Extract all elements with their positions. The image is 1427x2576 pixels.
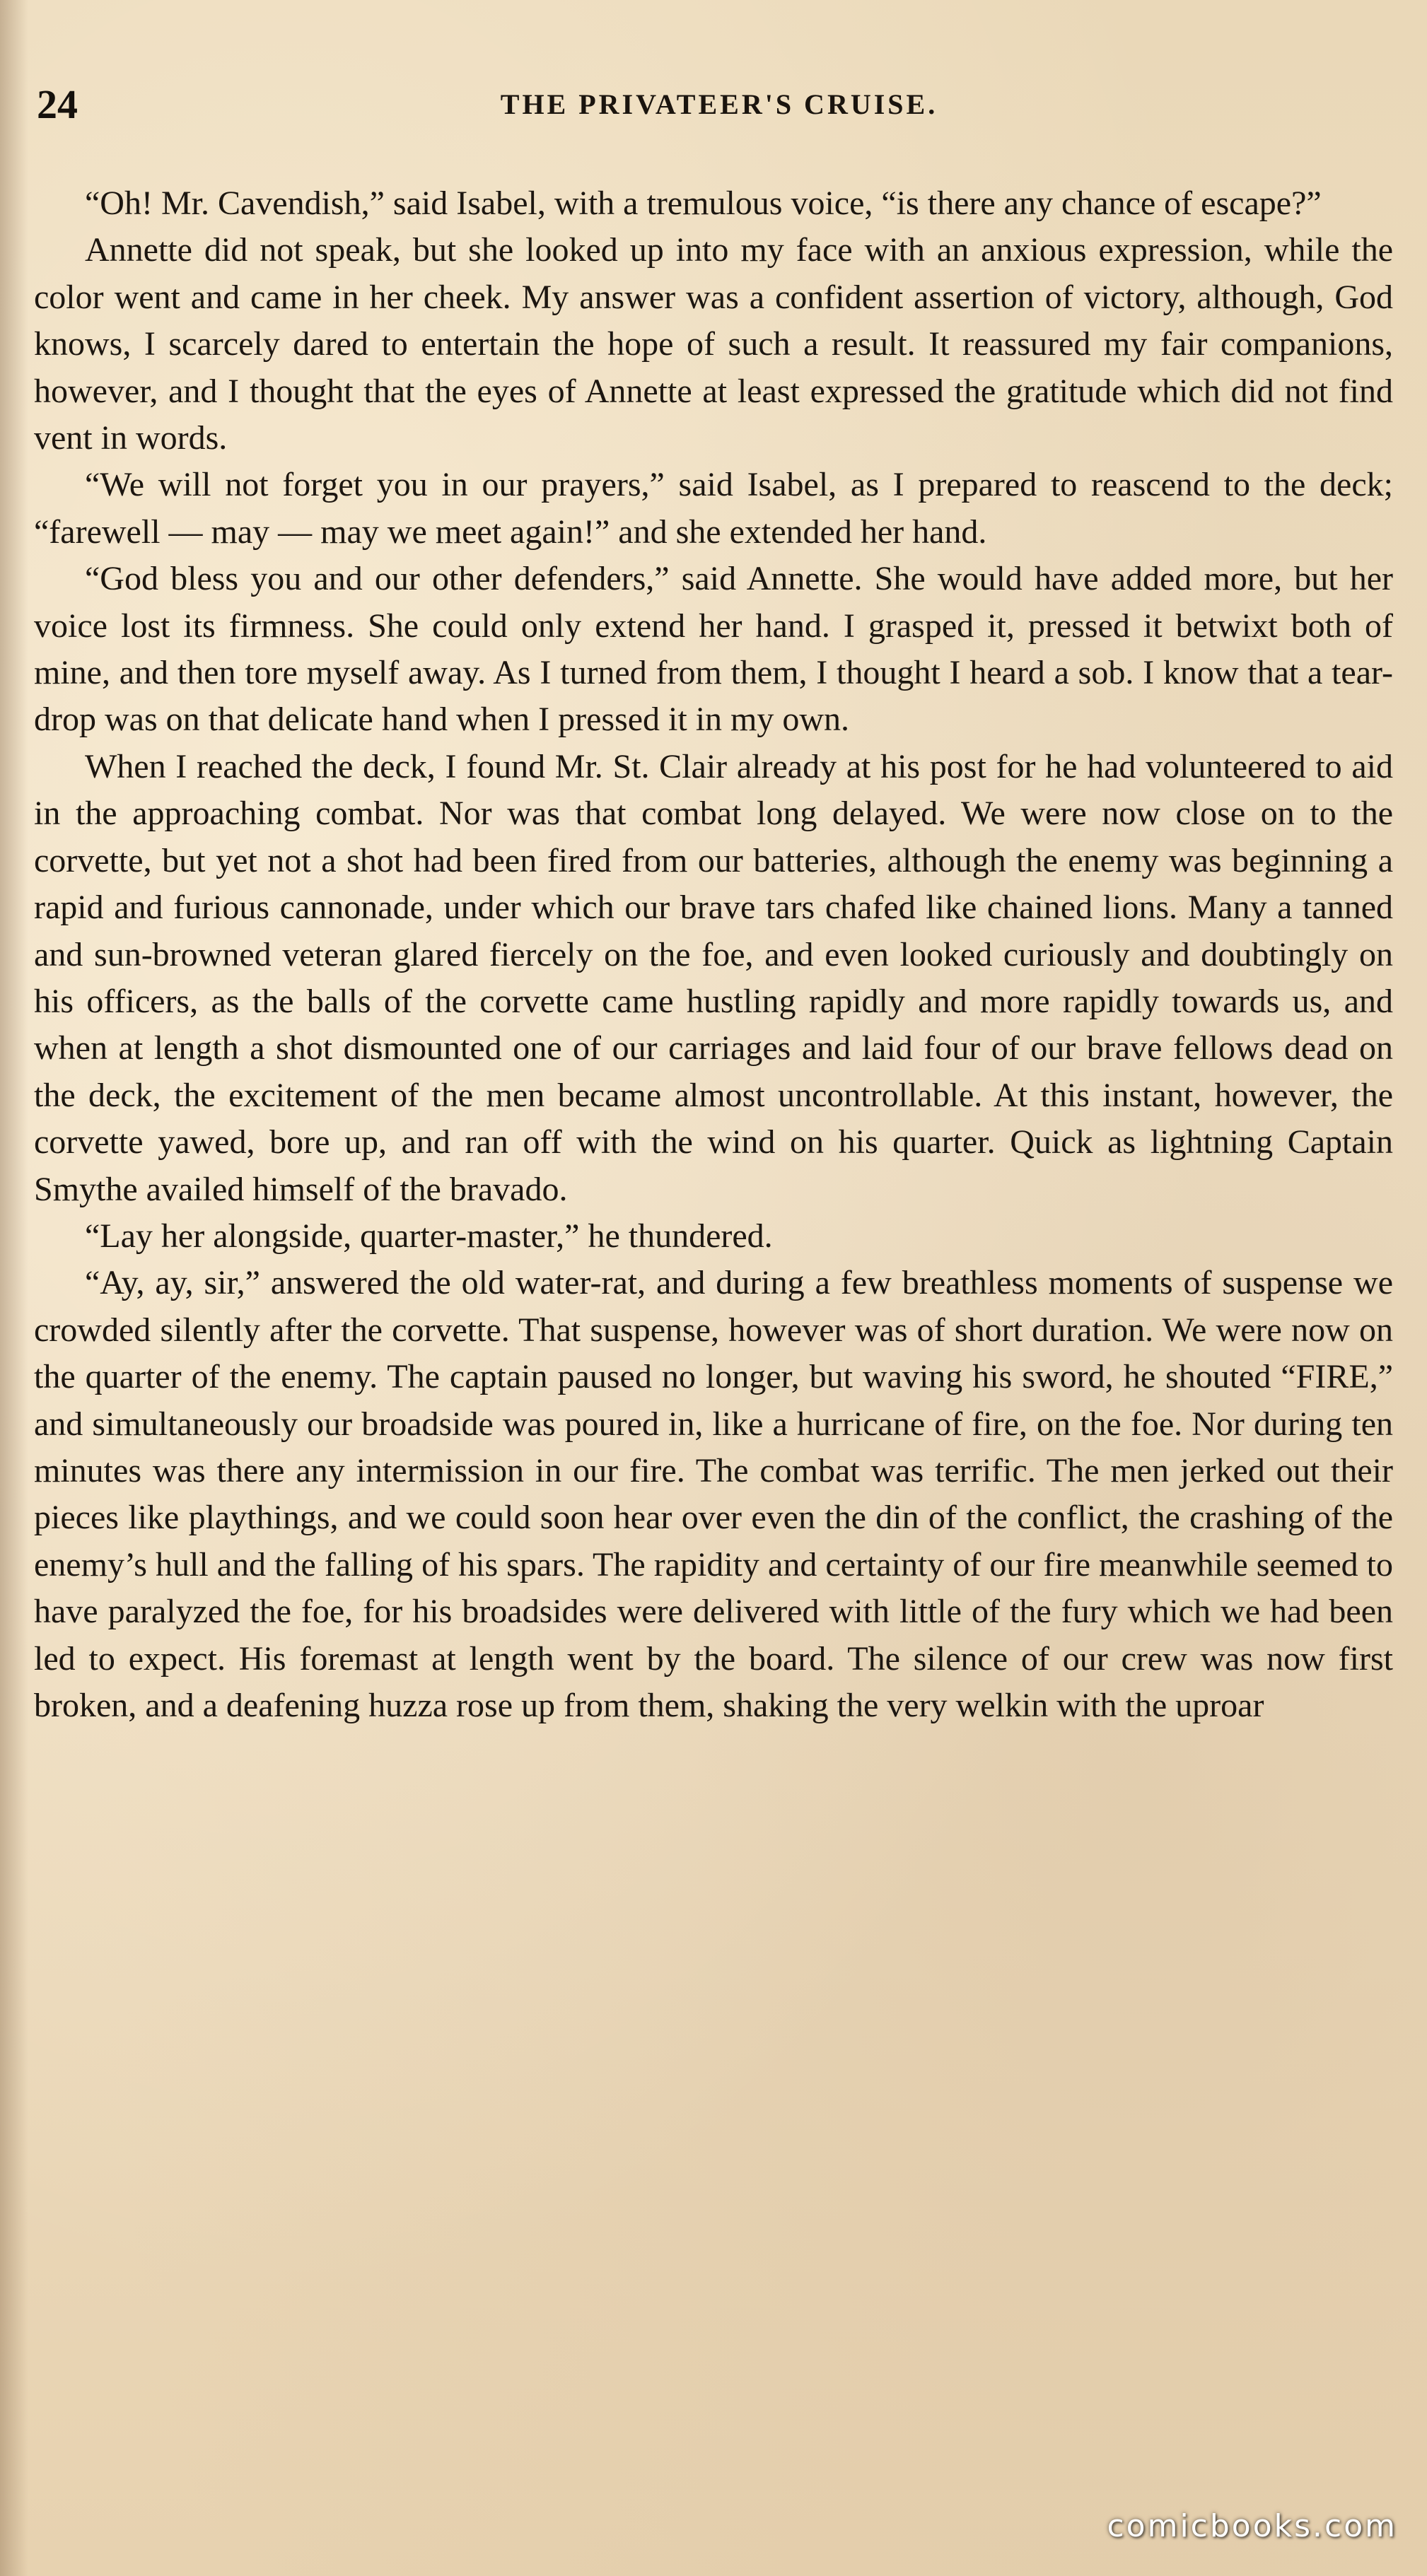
paragraph: “Oh! Mr. Cavendish,” said Isabel, with a tremulous voice, “is there any chance of escape?” (85, 185, 1322, 222)
paragraph: “We will not forget you in our prayers,” said Isabel, as I prepared to reascend to the deck; “farewell — may — may we meet again!” and she extended her hand. (34, 466, 1393, 551)
page-number: 24 (37, 81, 78, 127)
page-gutter-shadow (0, 0, 28, 2576)
paragraph: “Ay, ay, sir,” answered the old water-rat, and during a few breathless moments of suspense we crowded silently after the corvette. That suspense, however was of short duration. We were now on the quarter of the enemy. The captain paused no longer, but waving his sword, he shouted “FIRE,” and simultaneously our broadside was poured in, like a hurricane of fire, on the foe. Nor during ten minutes was there any intermission in our fire. The combat was terrific. The men jerked out their pieces like playthings, and we could soon hear over even the din of the conflict, the crashing of the enemy’s hull and the falling of his spars. The rapidity and certainty of our fire meanwhile seemed to have paralyzed the foe, for his broadsides were delivered with little of the fury which we had been led to expect. His foremast at length went by the board. The silence of our crew was now first broken, and a deafening huzza rose up from them, shaking the very welkin with the uproar (34, 1264, 1393, 1724)
page-header (37, 76, 1402, 133)
paragraph: “God bless you and our other defenders,” said Annette. She would have added more, but her voice lost its firmness. She could only extend her hand. I grasped it, pressed it betwixt both of mine, and then tore myself away. As I turned from them, I thought I heard a sob. I know that a tear-drop was on that delicate hand when I pressed it in my own. (34, 560, 1393, 739)
paragraph: Annette did not speak, but she looked up into my face with an anxious expression, while the color went and came in her cheek. My answer was a confident assertion of victory, although, God knows, I scarcely dared to entertain the hope of such a result. It reassured my fair companions, however, and I thought that the eyes of Annette at least expressed the gratitude which did not find vent in words. (34, 231, 1393, 457)
paragraph: When I reached the deck, I found Mr. St. Clair already at his post for he had volunteered to aid in the approaching combat. Nor was that combat long delayed. We were now close on to the corvette, but yet not a shot had been fired from our batteries, although the enemy was beginning a rapid and furious cannonade, under which our brave tars chafed like chained lions. Many a tanned and sun-browned veteran glared fiercely on the foe, and even looked curiously and doubtingly on his officers, as the balls of the corvette came hustling rapidly and more rapidly towards us, and when at length a shot dismounted one of our carriages and laid four of our brave fellows dead on the deck, the excitement of the men became almost uncontrollable. At this instant, however, the corvette yawed, bore up, and ran off with the wind on his quarter. Quick as lightning Captain Smythe availed himself of the bravado. (34, 747, 1393, 1208)
body-text (34, 180, 1393, 1729)
watermark: comicbooks.com (1107, 2508, 1397, 2544)
running-head: THE PRIVATEER'S CRUISE. (500, 88, 938, 120)
paragraph: “Lay her alongside, quarter-master,” he thundered. (85, 1217, 773, 1255)
